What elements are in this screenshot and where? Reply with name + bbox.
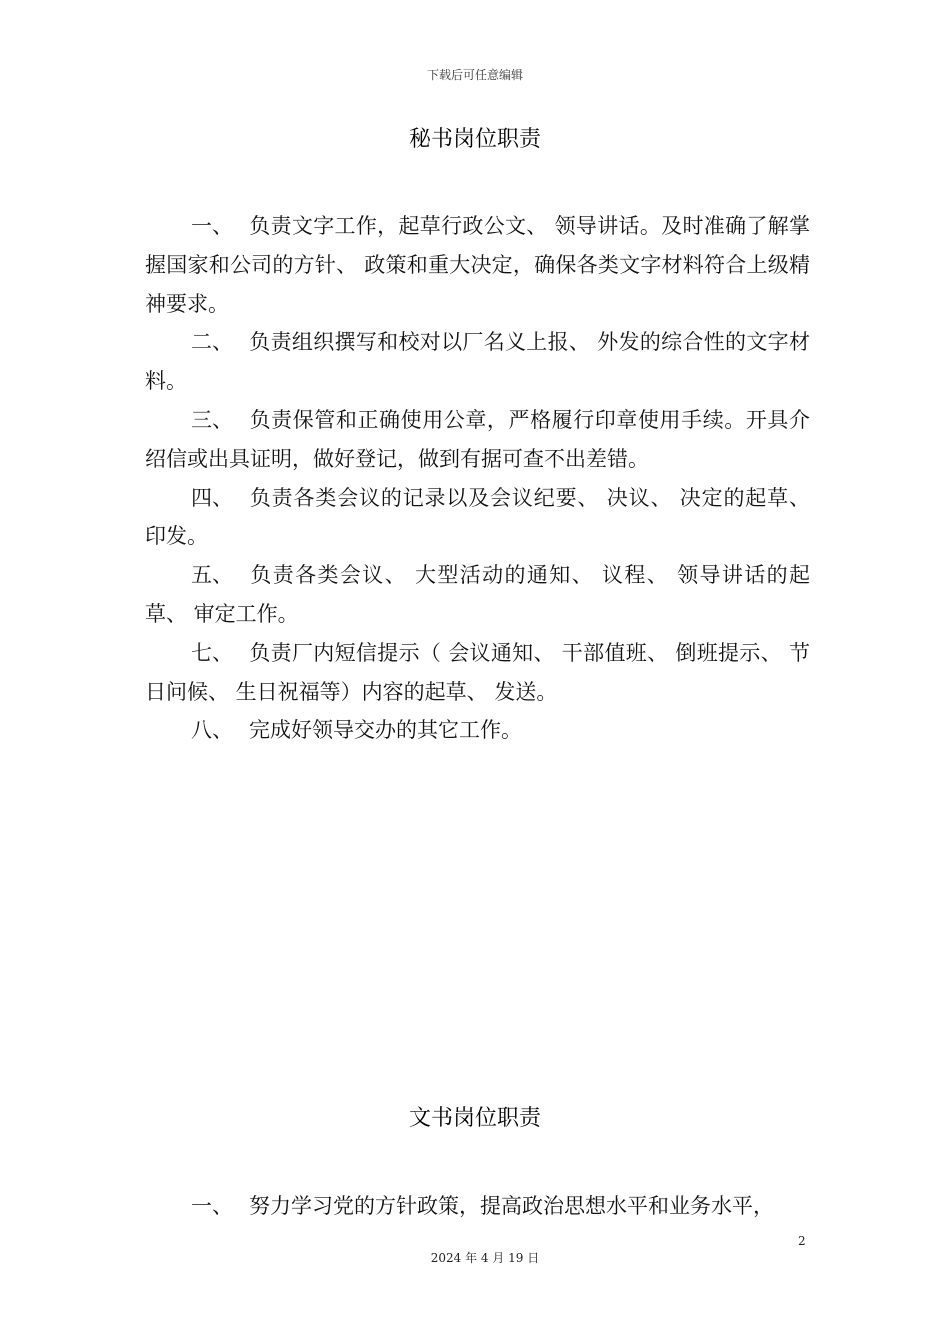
duty-item — [145, 207, 810, 323]
duty-item — [145, 479, 810, 557]
duty-item — [145, 634, 810, 712]
header-note: 下载后可任意编辑 — [426, 68, 523, 82]
duty-item-number: 二、 — [191, 330, 233, 355]
duty-item-number: 一、 — [191, 1194, 233, 1218]
duty-item-text: 努力学习党的方针政策，提高政治思想水平和业务水平， — [249, 1194, 774, 1218]
page-number: 2 — [798, 1234, 806, 1248]
duty-item-text: 负责各类会议的记录以及会议纪要、 决议、 决定的起草、 印发。 — [145, 485, 810, 549]
section-body-secretary — [145, 207, 810, 750]
duty-item — [145, 1187, 810, 1226]
duty-item — [145, 323, 810, 401]
section-title-clerk: 文书岗位职责 — [408, 1106, 541, 1131]
duty-item-number: 一、 — [191, 214, 233, 238]
duty-item — [145, 711, 810, 750]
section-title-secretary: 秘书岗位职责 — [408, 127, 541, 152]
footer-date: 2024 年 4 月 19 日 — [430, 1251, 540, 1265]
section-body-clerk — [145, 1187, 810, 1226]
duty-item-number: 五、 — [191, 563, 233, 588]
duty-item-text: 负责组织撰写和校对以厂名义上报、 外发的综合性的文字材料。 — [145, 330, 810, 394]
duty-item-number: 四、 — [191, 485, 233, 510]
duty-item — [145, 401, 810, 479]
duty-item-number: 七、 — [191, 640, 233, 665]
duty-item-text: 负责各类会议、 大型活动的通知、 议程、 领导讲话的起草、 审定工作。 — [145, 563, 810, 626]
duty-item-text: 完成好领导交办的其它工作。 — [249, 718, 522, 743]
duty-item-number: 八、 — [191, 718, 233, 743]
duty-item-number: 三、 — [191, 407, 233, 432]
duty-item-text: 负责保管和正确使用公章，严格履行印章使用手续。开具介绍信或出具证明，做好登记，做到有据可查不出差错。 — [145, 407, 810, 471]
duty-item — [145, 556, 810, 634]
duty-item-text: 负责厂内短信提示（ 会议通知、 干部值班、 倒班提示、 节日问候、 生日祝福等）内容的起草、 发送。 — [145, 640, 810, 704]
duty-item-text: 负责文字工作，起草行政公文、 领导讲话。及时准确了解掌握国家和公司的方针、 政策和重大决定，确保各类文字材料符合上级精神要求。 — [145, 214, 810, 316]
